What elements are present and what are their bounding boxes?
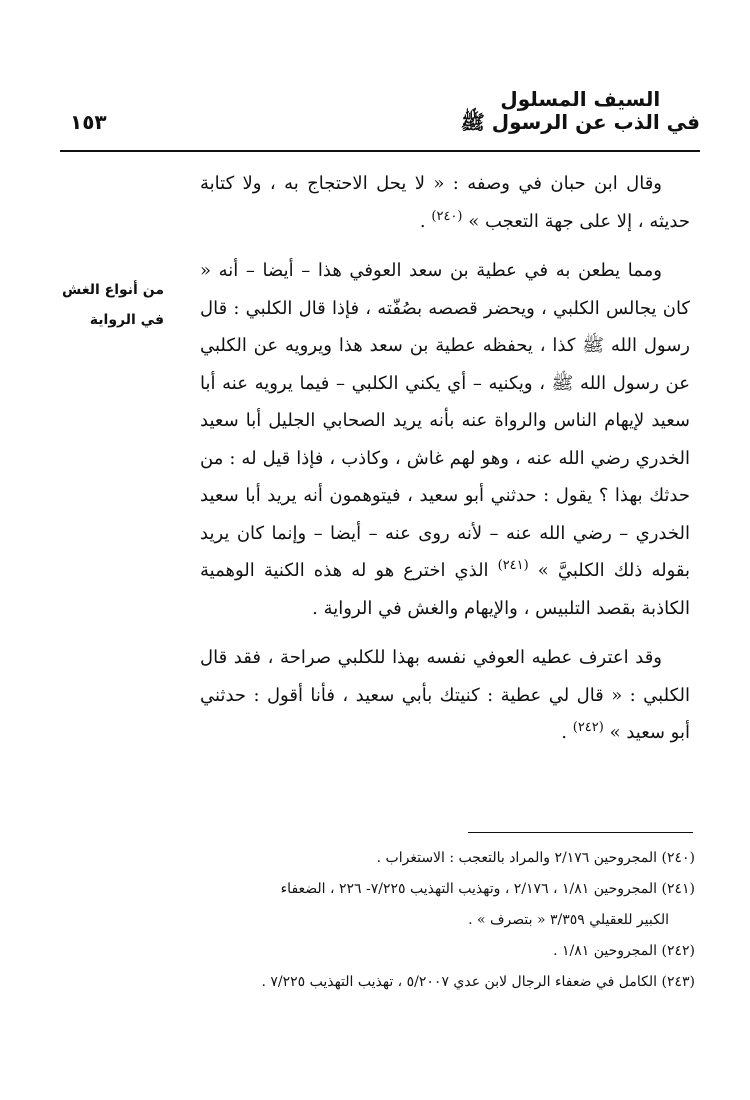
paragraph [200, 252, 690, 627]
paragraph-text: ومما يطعن به في عطية بن سعد العوفي هذا – أيضا – أنه « كان يجالس الكلبي ، ويحضر قصصه بصُفّته ، فإذا قال الكلبي : قال رسول الله ﷺ كذا ، يحفظه عطية بن سعد هذا ويرويه عن الكلبي عن رسول الله ﷺ ، ويكنيه – أي يكني الكلبي – فيما يرويه عنه أبا سعيد لإيهام الناس والرواة عنه بأنه يريد الصحابي الجليل أبا سعيد الخدري رضي الله عنه ، وهو لهم غاش ، وكاذب ، فإذا قيل له : من حدثك بهذا ؟ يقول : حدثني أبو سعيد ، فيتوهمون أنه يريد أبا سعيد الخدري – رضي الله عنه – لأنه روى عنه – أيضا – وإنما كان يريد بقوله ذلك الكلبيَّ » [200, 260, 690, 581]
footnote-reference: (٢٤١) [497, 558, 529, 573]
paragraph-text: . [561, 722, 567, 743]
header-divider [60, 150, 700, 152]
paragraph-text: وقال ابن حبان في وصفه : « لا يحل الاحتجاج به ، ولا كتابة حديثه ، إلا على جهة التعجب » [200, 173, 690, 232]
footnote-text-continuation: الكبير للعقيلي ٣/٣٥٩ « بتصرف » . [468, 912, 669, 928]
paragraph-text: . [419, 210, 426, 232]
footnote-text: (٢٤٠) المجروحين ٢/١٧٦ والمراد بالتعجب : الاستغراب . [376, 850, 695, 866]
margin-note: من أنواع الغش في الرواية [62, 282, 164, 328]
footnote [195, 843, 695, 874]
book-title-line-1: السيف المسلول [500, 87, 661, 111]
footnote [195, 874, 695, 936]
footnote-reference: (٢٤٠) [431, 208, 463, 224]
footnote [195, 967, 695, 998]
footnote-text: (٢٤١) المجروحين ١/٨١ ، ٢/١٧٦ ، وتهذيب التهذيب ٧/٢٢٥- ٢٢٦ ، الضعفاء [280, 881, 695, 897]
footnotes [195, 843, 695, 998]
footnote-divider [468, 832, 693, 833]
footnote-reference: (٢٤٢) [572, 720, 604, 735]
book-title [461, 88, 700, 134]
page-number: ١٥٣ [70, 110, 107, 134]
page-header [60, 88, 700, 146]
footnote [195, 936, 695, 967]
paragraph-text: وقد اعترف عطيه العوفي نفسه بهذا للكلبي صراحة ، فقد قال الكلبي : « قال لي عطية : كنيتك بأبي سعيد ، فأنا أقول : حدثني أبو سعيد » [200, 647, 690, 743]
book-title-line-2: في الذب عن الرسول ﷺ [460, 110, 700, 134]
main-text [200, 165, 690, 752]
footnote-text: (٢٤٣) الكامل في ضعفاء الرجال لابن عدي ٥/٢٠٠٧ ، تهذيب التهذيب ٧/٢٢٥ . [261, 974, 695, 990]
paragraph [200, 639, 690, 752]
footnote-text: (٢٤٢) المجروحين ١/٨١ . [553, 943, 695, 959]
paragraph [200, 165, 690, 240]
paragraph-text: الذي اخترع هو له هذه الكنية الوهمية الكاذبة بقصد التلبيس ، والإيهام والغش في الرواية . [200, 560, 690, 619]
